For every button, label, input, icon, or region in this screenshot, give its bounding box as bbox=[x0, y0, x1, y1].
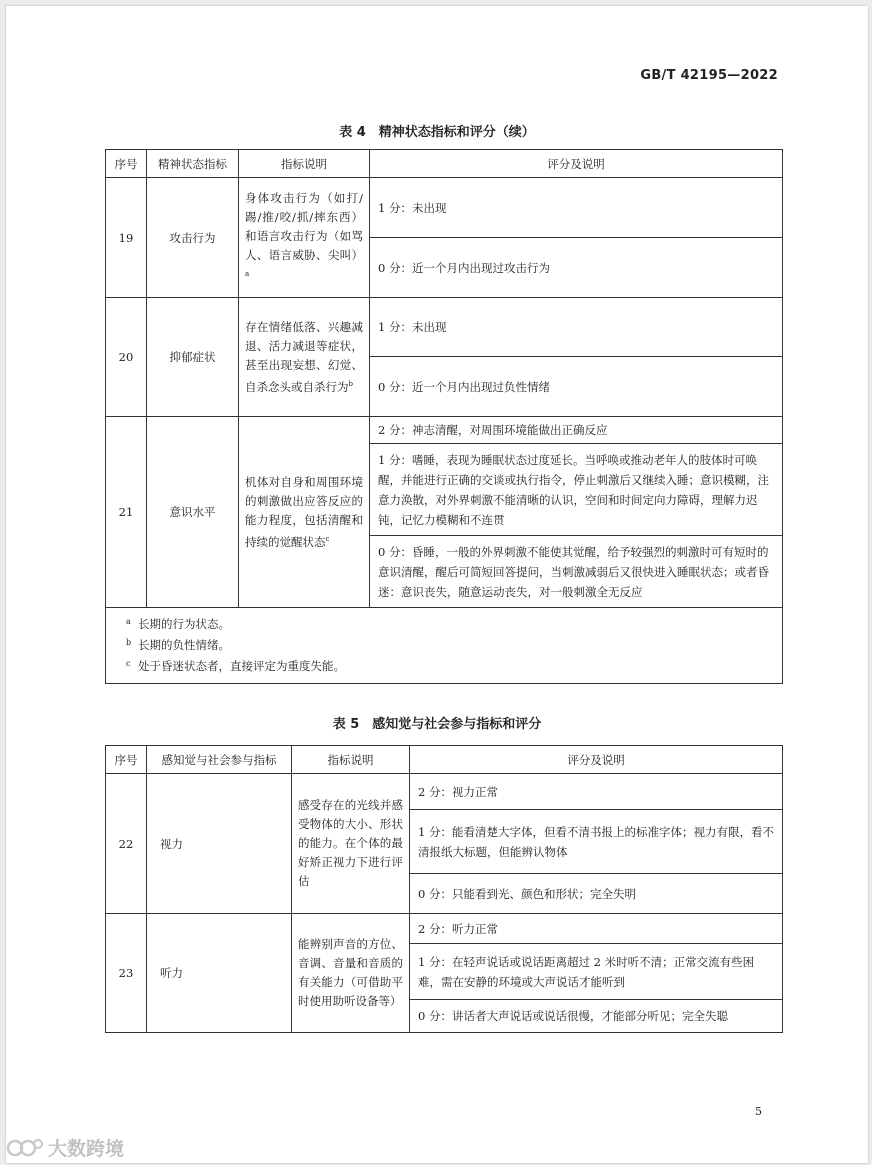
row-no: 21 bbox=[106, 417, 147, 608]
score-item: 1 分：未出现 bbox=[370, 298, 783, 357]
row-indicator: 攻击行为 bbox=[147, 178, 239, 298]
score-item: 0 分：近一个月内出现过攻击行为 bbox=[370, 238, 783, 298]
table-notes bbox=[106, 608, 783, 684]
row-description: 能辨别声音的方位、音调、音量和音质的有关能力（可借助平时使用助听设备等） bbox=[292, 914, 410, 1033]
col-header-indicator: 感知觉与社会参与指标 bbox=[147, 746, 292, 774]
page-number: 5 bbox=[755, 1105, 762, 1118]
table-row bbox=[106, 178, 783, 238]
table5 bbox=[105, 745, 783, 1033]
row-indicator: 听力 bbox=[147, 914, 292, 1033]
watermark-logo-icon bbox=[6, 1138, 44, 1158]
footnote: c 处于昏迷状态者，直接评定为重度失能。 bbox=[126, 659, 345, 673]
row-indicator: 意识水平 bbox=[147, 417, 239, 608]
table5-caption: 表 5 感知觉与社会参与指标和评分 bbox=[332, 717, 542, 732]
score-item: 2 分：视力正常 bbox=[410, 774, 783, 810]
score-item: 1 分：在轻声说话或说话距离超过 2 米时听不清；正常交流有些困难，需在安静的环境或大声说话才能听到 bbox=[410, 944, 783, 1000]
table4-caption: 表 4 精神状态指标和评分（续） bbox=[339, 125, 535, 140]
table-row bbox=[106, 417, 783, 444]
table4-header-row bbox=[106, 150, 783, 178]
score-item: 0 分：昏睡，一般的外界刺激不能使其觉醒，给予较强烈的刺激时可有短时的意识清醒，醒后可简短回答提问，当刺激减弱后又很快进入睡眠状态；或者昏迷：意识丧失，随意运动丧失，对一般刺激全无反应 bbox=[370, 536, 783, 608]
table-row bbox=[106, 298, 783, 357]
row-indicator: 抑郁症状 bbox=[147, 298, 239, 417]
table5-header-row bbox=[106, 746, 783, 774]
row-description: 身体攻击行为（如打/踢/推/咬/抓/摔东西）和语言攻击行为（如骂人、语言威胁、尖叫）$^a$ bbox=[239, 178, 370, 298]
document-page bbox=[6, 6, 868, 1163]
row-no: 22 bbox=[106, 774, 147, 914]
col-header-score: 评分及说明 bbox=[370, 150, 783, 178]
score-item: 2 分：神志清醒，对周围环境能做出正确反应 bbox=[370, 417, 783, 444]
table-row bbox=[106, 774, 783, 810]
standard-number: GB/T 42195—2022 bbox=[640, 68, 778, 83]
table-row bbox=[106, 914, 783, 944]
col-header-score: 评分及说明 bbox=[410, 746, 783, 774]
row-indicator: 视力 bbox=[147, 774, 292, 914]
footnote: b 长期的负性情绪。 bbox=[126, 638, 230, 652]
score-item: 2 分：听力正常 bbox=[410, 914, 783, 944]
row-no: 19 bbox=[106, 178, 147, 298]
row-no: 23 bbox=[106, 914, 147, 1033]
watermark bbox=[6, 1134, 124, 1161]
col-header-description: 指标说明 bbox=[292, 746, 410, 774]
col-header-description: 指标说明 bbox=[239, 150, 370, 178]
score-item: 1 分：嗜睡，表现为睡眠状态过度延长。当呼唤或推动老年人的肢体时可唤醒，并能进行正确的交谈或执行指令，停止刺激后又继续入睡；意识模糊，注意力涣散，对外界刺激不能清晰的认识，空间和时间定向力障碍，理解力迟钝，记忆力模糊和不连贯 bbox=[370, 444, 783, 536]
score-item: 1 分：未出现 bbox=[370, 178, 783, 238]
row-description: 感受存在的光线并感受物体的大小、形状的能力。在个体的最好矫正视力下进行评估 bbox=[292, 774, 410, 914]
col-header-no: 序号 bbox=[106, 150, 147, 178]
row-description: 存在情绪低落、兴趣减退、活力减退等症状，甚至出现妄想、幻觉、自杀念头或自杀行为$^b$ bbox=[239, 298, 370, 417]
row-description: 机体对自身和周围环境的刺激做出应答反应的能力程度，包括清醒和持续的觉醒状态$^c$ bbox=[239, 417, 370, 608]
score-item: 1 分：能看清楚大字体，但看不清书报上的标准字体；视力有限，看不清报纸大标题，但能辨认物体 bbox=[410, 810, 783, 874]
score-item: 0 分：只能看到光、颜色和形状；完全失明 bbox=[410, 874, 783, 914]
score-item: 0 分：讲话者大声说话或说话很慢，才能部分听见；完全失聪 bbox=[410, 1000, 783, 1033]
row-no: 20 bbox=[106, 298, 147, 417]
col-header-indicator: 精神状态指标 bbox=[147, 150, 239, 178]
footnote: a 长期的行为状态。 bbox=[126, 617, 230, 631]
watermark-text: 大数跨境 bbox=[48, 1138, 125, 1160]
table4-notes-row bbox=[106, 608, 783, 684]
col-header-no: 序号 bbox=[106, 746, 147, 774]
score-item: 0 分：近一个月内出现过负性情绪 bbox=[370, 357, 783, 417]
table4 bbox=[105, 149, 783, 684]
